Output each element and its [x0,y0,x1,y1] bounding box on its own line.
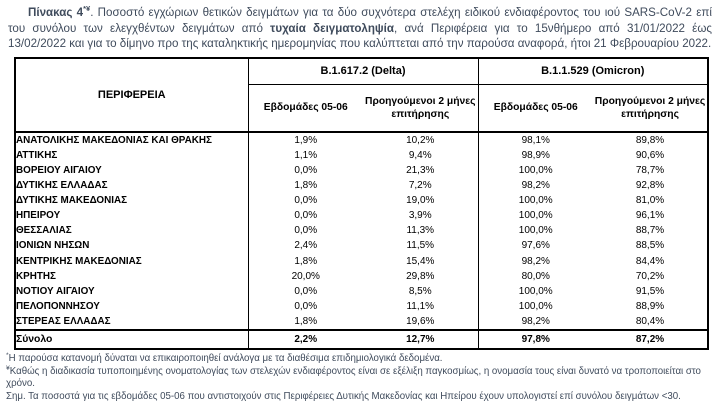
value-cell: 19,0% [406,195,435,207]
table-row [15,299,708,314]
total-value: 12,7% [363,330,478,349]
region-name: ΑΤΤΙΚΗΣ [16,149,58,161]
caption-bold-phrase: τυχαία δειγματοληψία [270,21,395,35]
value-cell: 1,1% [248,148,363,163]
footnote-marker: ¥ [6,364,10,372]
value-cell: 0,0% [248,299,363,314]
value-cell: 100,0% [478,299,593,314]
value-cell: 100,0% [478,208,593,223]
region-name: ΗΠΕΙΡΟΥ [16,210,61,222]
table-row [15,238,708,253]
value-cell: 88,7% [635,225,665,237]
value-cell: 8,5% [408,285,432,297]
value-cell: 1,8% [248,178,363,193]
footnote [6,366,713,391]
subheader-delta-weeks: Εβδομάδες 05-06 [248,84,363,132]
value-cell: 98,1% [478,132,593,148]
value-cell: 98,2% [478,254,593,269]
table-row [15,254,708,269]
table-row [15,208,708,223]
region-name: ΒΟΡΕΙΟΥ ΑΙΓΑΙΟΥ [16,165,102,177]
value-cell: 3,9% [408,210,432,222]
value-cell: 91,5% [635,285,665,297]
total-value: 87,2% [593,330,708,349]
caption-segment-2: , ανά Περιφέρεια για το 15νθήμερο από 31/01/2022 έως 13/02/2022 και για το δίμηνο προ της καταληκτικής ημερομηνίας που καλύπτεται από την παρούσα αναφορά, ήτοι 21 Φεβρουαρίου 2022. [8,21,712,51]
value-cell: 11,1% [406,300,435,312]
caption-footnote-markers: *¥ [83,4,91,14]
value-cell: 90,6% [635,149,665,161]
value-cell: 19,6% [406,315,435,327]
value-cell: 100,0% [478,284,593,299]
caption-segment-1: . Ποσοστό εγχώριων θετικών δειγμάτων για τα δύο συχνότερα στελέχη ειδικού ενδιαφέροντος του ιού SARS-CoV-2 επί του συνόλου των ελεγχθέντων δειγμάτων από [8,6,712,35]
value-cell: 0,0% [248,208,363,223]
value-cell: 2,4% [248,238,363,253]
value-cell: 97,6% [478,238,593,253]
footnote-text: Σημ. Τα ποσοστά για τις εβδομάδες 05-06 που αντιστοιχούν στις Περιφέρειες Δυτικής Μακεδονίας και Ηπείρου έχουν υπολογιστεί επί συνόλου δειγμάτων <30. [6,391,681,403]
table-row [15,193,708,208]
table-caption [8,5,712,52]
omicron-group-header: B.1.1.529 (Omicron) [478,58,708,85]
value-cell: 100,0% [478,193,593,208]
value-cell: 80,4% [635,315,665,327]
total-row [15,330,708,349]
footnote-text: Η παρούσα κατανομή δύναται να επικαιροποιηθεί ανάλογα με τα διαθέσιμα επιδημιολογικά δεδομένα. [8,353,443,364]
table-row [15,223,708,238]
region-column-header: ΠΕΡΙΦΕΡΕΙΑ [15,58,248,132]
value-cell: 1,8% [248,254,363,269]
value-cell: 81,0% [635,195,665,207]
footnote [6,391,713,404]
value-cell: 88,9% [635,300,665,312]
value-cell: 98,9% [478,148,593,163]
value-cell: 84,4% [635,255,665,267]
value-cell: 100,0% [478,223,593,238]
value-cell: 0,0% [248,284,363,299]
value-cell: 0,0% [248,193,363,208]
value-cell: 11,3% [406,225,435,237]
value-cell: 11,5% [406,240,435,252]
region-name: ΙΟΝΙΩΝ ΝΗΣΩΝ [16,240,90,252]
group-header-row [15,58,708,85]
region-name: ΚΕΝΤΡΙΚΗΣ ΜΑΚΕΔΟΝΙΑΣ [16,255,142,267]
table-row [15,314,708,330]
region-name: ΠΕΛΟΠΟΝΝΗΣΟΥ [16,300,100,312]
subheader-omicron-weeks: Εβδομάδες 05-06 [478,84,593,132]
value-cell: 80,0% [478,269,593,284]
region-name: ΔΥΤΙΚΗΣ ΕΛΛΑΔΑΣ [16,180,108,192]
region-name: ΝΟΤΙΟΥ ΑΙΓΑΙΟΥ [16,285,95,297]
region-name: ΑΝΑΤΟΛΙΚΗΣ ΜΑΚΕΔΟΝΙΑΣ ΚΑΙ ΘΡΑΚΗΣ [16,134,212,146]
value-cell: 1,8% [248,314,363,330]
table-row [15,269,708,284]
delta-group-header: B.1.617.2 (Delta) [248,58,478,85]
table-row [15,284,708,299]
region-name: ΚΡΗΤΗΣ [16,270,56,282]
value-cell: 15,4% [406,255,435,267]
table-row [15,163,708,178]
value-cell: 29,8% [406,270,435,282]
value-cell: 9,4% [408,149,432,161]
table-row [15,178,708,193]
value-cell: 78,7% [635,165,665,177]
caption-table-number: Πίνακας 4 [28,6,84,19]
table-row [15,132,708,148]
value-cell: 100,0% [478,163,593,178]
value-cell: 7,2% [408,180,432,192]
value-cell: 92,8% [635,180,665,192]
table-row [15,148,708,163]
region-name: ΔΥΤΙΚΗΣ ΜΑΚΕΔΟΝΙΑΣ [16,195,128,207]
total-value: 2,2% [248,330,363,349]
value-cell: 70,2% [635,270,665,282]
value-cell: 0,0% [248,223,363,238]
value-cell: 0,0% [248,163,363,178]
footnotes [6,353,713,404]
total-value: 97,8% [478,330,593,349]
total-label: Σύνολο [15,330,248,349]
value-cell: 21,3% [406,165,435,177]
value-cell: 98,2% [478,178,593,193]
value-cell: 98,2% [478,314,593,330]
value-cell: 89,8% [635,134,665,146]
value-cell: 10,2% [406,134,435,146]
table-body [15,132,708,330]
region-name: ΣΤΕΡΕΑΣ ΕΛΛΑΔΑΣ [16,315,111,327]
region-name: ΘΕΣΣΑΛΙΑΣ [16,225,72,237]
value-cell: 96,1% [635,210,665,222]
subheader-omicron-previous-2-months: Προηγούμενοι 2 μήνες επιτήρησης [593,84,708,132]
footnote [6,353,713,366]
variant-percentage-table [14,57,709,350]
value-cell: 1,9% [248,132,363,148]
footnote-marker: * [6,351,9,359]
value-cell: 88,5% [635,240,665,252]
footnote-text: Καθώς η διαδικασία τυποποιημένης ονοματολογίας των στελεχών ενδιαφέροντος είναι σε εξέλιξη παγκοσμίως, η ονομασία τους είναι δυνατό να τροποποιείται στο χρόνο. [6,365,701,390]
value-cell: 20,0% [248,269,363,284]
subheader-delta-previous-2-months: Προηγούμενοι 2 μήνες επιτήρησης [363,84,478,132]
